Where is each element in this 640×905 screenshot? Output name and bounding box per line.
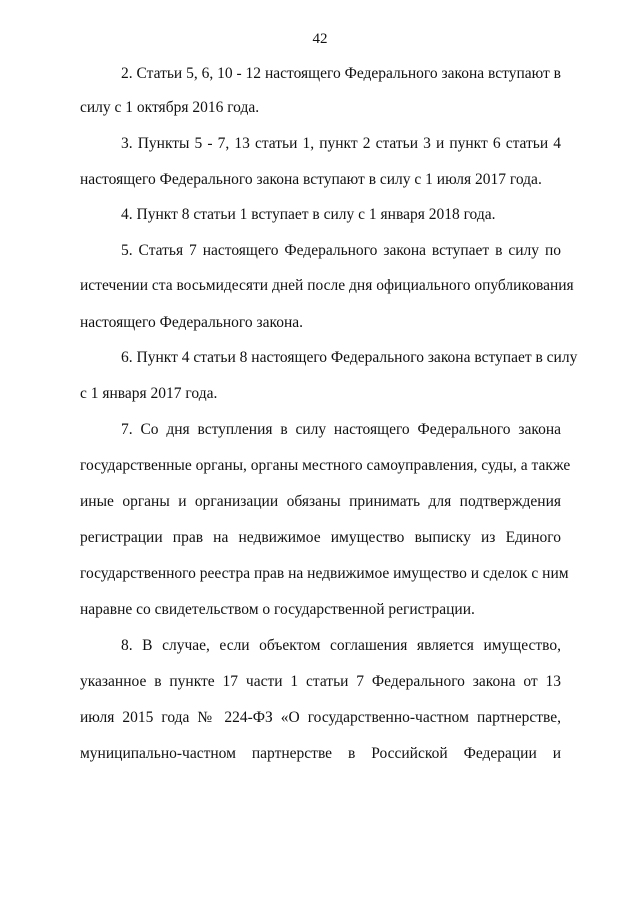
paragraph-8-line-3: июля 2015 года № 224-ФЗ «О государственно-частном партнерстве,: [80, 709, 561, 726]
paragraph-7-line-5: государственного реестра прав на недвижимое имущество и сделок с ним: [80, 565, 569, 582]
paragraph-5-line-1: 5. Статья 7 настоящего Федерального закона вступает в силу по: [121, 242, 561, 259]
page-number: 42: [312, 31, 328, 47]
paragraph-7-line-4: регистрации прав на недвижимое имущество выписку из Единого: [80, 529, 561, 546]
paragraph-5-line-2: истечении ста восьмидесяти дней после дня официального опубликования: [80, 277, 574, 294]
paragraph-7-line-1: 7. Со дня вступления в силу настоящего Федерального закона: [121, 421, 561, 438]
paragraph-6-line-1: 6. Пункт 4 статьи 8 настоящего Федерального закона вступает в силу: [121, 349, 578, 366]
paragraph-3-line-1: 3. Пункты 5 - 7, 13 статьи 1, пункт 2 статьи 3 и пункт 6 статьи 4: [121, 135, 561, 152]
paragraph-6-line-2: с 1 января 2017 года.: [80, 385, 218, 402]
paragraph-8-line-1: 8. В случае, если объектом соглашения является имущество,: [121, 637, 561, 654]
paragraph-7-line-6: наравне со свидетельством о государственной регистрации.: [80, 601, 475, 618]
paragraph-2-line-1: 2. Статьи 5, 6, 10 - 12 настоящего Федерального закона вступают в: [121, 65, 561, 82]
paragraph-7-line-2: государственные органы, органы местного самоуправления, суды, а также: [80, 457, 571, 474]
paragraph-8-line-4: муниципально-частном партнерстве в Российской Федерации и: [80, 745, 561, 762]
paragraph-7-line-3: иные органы и организации обязаны принимать для подтверждения: [80, 493, 561, 510]
paragraph-5-line-3: настоящего Федерального закона.: [80, 314, 304, 331]
paragraph-3-line-2: настоящего Федерального закона вступают в силу с 1 июля 2017 года.: [80, 171, 542, 188]
paragraph-8-line-2: указанное в пункте 17 части 1 статьи 7 Федерального закона от 13: [80, 673, 561, 690]
paragraph-2-line-2: силу с 1 октября 2016 года.: [80, 99, 260, 116]
paragraph-4-line-1: 4. Пункт 8 статьи 1 вступает в силу с 1 января 2018 года.: [121, 206, 496, 223]
